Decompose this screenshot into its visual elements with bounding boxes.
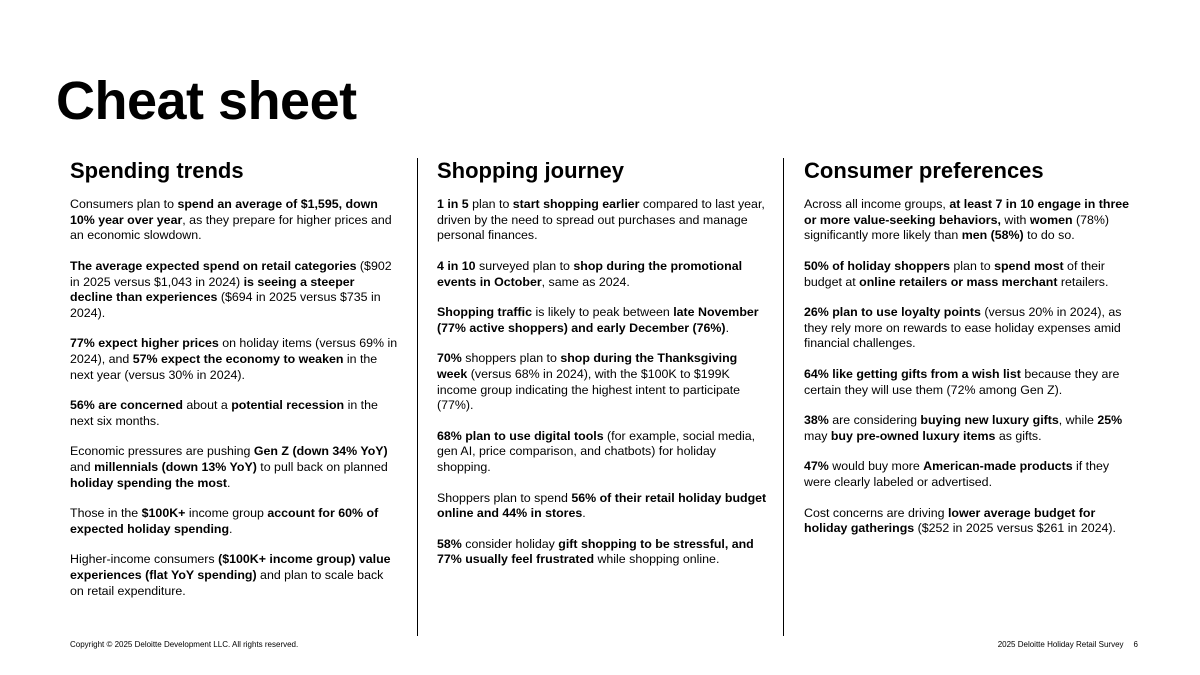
- column-heading: Consumer preferences: [804, 158, 1044, 183]
- emphasis-text: shop during the promotional events in October: [437, 259, 743, 289]
- column-shopping-journey: [437, 158, 767, 583]
- body-text: about a: [182, 398, 232, 413]
- stat-paragraph: [70, 444, 400, 491]
- emphasis-text: at least 7 in 10 engage in three or more value-seeking behaviors,: [804, 197, 1130, 227]
- emphasis-text: The average expected spend on retail categories: [70, 259, 357, 274]
- body-text: , while: [1058, 413, 1098, 428]
- page-number: 6: [1133, 640, 1138, 649]
- emphasis-text: Gen Z (down 34% YoY): [253, 444, 388, 459]
- stat-paragraph: [804, 305, 1134, 352]
- stat-paragraph: [804, 259, 1134, 290]
- survey-name: 2025 Deloitte Holiday Retail Survey: [997, 640, 1124, 649]
- body-text: while shopping online.: [594, 552, 720, 567]
- emphasis-text: 64% like getting gifts from a wish list: [804, 367, 1021, 382]
- stat-paragraph: [70, 259, 400, 321]
- column-body: [804, 197, 1134, 537]
- emphasis-text: ($100K+ income group) value experiences (flat YoY spending): [70, 552, 391, 582]
- emphasis-text: 58%: [437, 536, 462, 551]
- emphasis-text: shop during the Thanksgiving week: [437, 351, 738, 382]
- body-text: to do so.: [1023, 228, 1075, 243]
- emphasis-text: 47%: [804, 459, 829, 474]
- body-text: retailers.: [1057, 274, 1109, 289]
- emphasis-text: women: [1029, 212, 1073, 227]
- body-text: .: [229, 521, 233, 536]
- emphasis-text: millennials (down 13% YoY): [94, 460, 257, 475]
- body-text: Shoppers plan to spend: [437, 490, 572, 505]
- body-text: .: [725, 320, 730, 335]
- body-text: if they were clearly labeled or advertised.: [804, 459, 1110, 490]
- emphasis-text: buying new luxury gifts: [920, 413, 1059, 428]
- stat-paragraph: [437, 491, 767, 522]
- emphasis-text: Shopping traffic: [437, 305, 532, 320]
- body-text: Those in the: [70, 506, 142, 521]
- column-heading: Shopping journey: [437, 158, 624, 183]
- body-text: Consumers plan to: [70, 197, 178, 212]
- body-text: ($252 in 2025 versus $261 in 2024).: [914, 521, 1116, 536]
- body-text: surveyed plan to: [475, 259, 574, 274]
- body-text: because they are certain they will use them (72% among Gen Z).: [804, 367, 1120, 397]
- stat-paragraph: [437, 429, 767, 476]
- body-text: .: [226, 475, 231, 490]
- emphasis-text: 56% are concerned: [70, 398, 183, 413]
- body-text: of their budget at: [804, 259, 1105, 289]
- emphasis-text: spend most: [994, 259, 1064, 274]
- copyright-notice: Copyright © 2025 Deloitte Development LLC. All rights reserved.: [70, 640, 299, 649]
- emphasis-text: online retailers or mass merchant: [859, 274, 1058, 289]
- body-text: and: [70, 460, 95, 475]
- emphasis-text: 26% plan to use loyalty points: [804, 305, 981, 320]
- emphasis-text: spend an average of $1,595, down 10% year over year: [70, 197, 378, 227]
- page-title: Cheat sheet: [56, 71, 357, 131]
- column-consumer-preferences: [804, 158, 1134, 552]
- emphasis-text: men (58%): [961, 228, 1024, 243]
- body-text: income group: [185, 506, 268, 521]
- body-text: plan to: [468, 197, 513, 212]
- emphasis-text: 56% of their retail holiday budget online and 44% in stores: [437, 490, 767, 521]
- emphasis-text: late November (77% active shoppers) and early December (76%): [437, 305, 759, 335]
- body-text: consider holiday: [461, 536, 559, 551]
- emphasis-text: is seeing a steeper decline than experiences: [70, 274, 355, 305]
- body-text: Economic pressures are pushing: [70, 444, 254, 459]
- footer-survey-info: [998, 640, 1138, 649]
- emphasis-text: 38%: [804, 413, 829, 428]
- stat-paragraph: [437, 259, 767, 290]
- body-text: (for example, social media, gen AI, price comparison, and chatbots) for holiday shopping.: [437, 428, 756, 475]
- emphasis-text: American-made products: [923, 459, 1073, 474]
- body-text: ($902 in 2025 versus $1,043 in 2024): [70, 259, 392, 289]
- body-text: in the next year (versus 30% in 2024).: [70, 352, 378, 382]
- body-text: and plan to scale back on retail expenditure.: [70, 567, 384, 598]
- column-spending-trends: [70, 158, 400, 614]
- emphasis-text: start shopping earlier: [512, 197, 640, 212]
- body-text: compared to last year, driven by the need to spread out purchases and manage personal finances.: [437, 197, 765, 243]
- emphasis-text: 25%: [1097, 413, 1123, 428]
- body-text: shoppers plan to: [461, 351, 561, 366]
- body-text: to pull back on planned: [256, 460, 388, 475]
- column-divider: [783, 158, 784, 636]
- emphasis-text: gift shopping to be stressful, and 77% usually feel frustrated: [437, 536, 754, 567]
- emphasis-text: 4 in 10: [437, 259, 476, 274]
- body-text: in the next six months.: [70, 398, 378, 428]
- emphasis-text: $100K+: [141, 506, 186, 521]
- emphasis-text: 68% plan to use digital tools: [437, 428, 604, 443]
- body-text: is likely to peak between: [532, 305, 674, 320]
- stat-paragraph: [804, 197, 1134, 244]
- emphasis-text: potential recession: [231, 398, 345, 413]
- emphasis-text: 1 in 5: [437, 197, 469, 212]
- body-text: ($694 in 2025 versus $735 in 2024).: [70, 290, 381, 320]
- stat-paragraph: [437, 351, 767, 413]
- body-text: (78%) significantly more likely than: [804, 212, 1110, 243]
- body-text: , as they prepare for higher prices and an economic slowdown.: [70, 212, 392, 243]
- body-text: (versus 20% in 2024), as they rely more on rewards to ease holiday expenses amid financial challenges.: [804, 305, 1122, 351]
- body-text: are considering: [828, 413, 921, 428]
- stat-paragraph: [437, 305, 767, 336]
- stat-paragraph: [437, 537, 767, 568]
- body-text: with: [1000, 212, 1030, 227]
- column-body: [437, 197, 767, 568]
- body-text: on holiday items (versus 69% in 2024), and: [70, 336, 398, 367]
- body-text: (versus 68% in 2024), with the $100K to $199K income group indicating the highest intent to participate (77%).: [437, 367, 741, 413]
- column-body: [70, 197, 400, 599]
- emphasis-text: lower average budget for holiday gatherings: [804, 505, 1096, 536]
- stat-paragraph: [804, 459, 1134, 490]
- stat-paragraph: [437, 197, 767, 244]
- emphasis-text: holiday spending the most: [70, 475, 227, 490]
- stat-paragraph: [804, 413, 1134, 444]
- body-text: Cost concerns are driving: [804, 505, 948, 520]
- column-divider: [417, 158, 418, 636]
- body-text: Across all income groups,: [804, 197, 950, 212]
- stat-paragraph: [804, 506, 1134, 537]
- body-text: .: [582, 506, 586, 521]
- emphasis-text: account for 60% of expected holiday spending: [70, 506, 379, 536]
- emphasis-text: buy pre-owned luxury items: [830, 428, 996, 443]
- stat-paragraph: [70, 552, 400, 599]
- stat-paragraph: [804, 367, 1134, 398]
- body-text: would buy more: [828, 459, 924, 474]
- stat-paragraph: [70, 506, 400, 537]
- body-text: as gifts.: [995, 428, 1042, 443]
- column-heading: Spending trends: [70, 158, 244, 183]
- stat-paragraph: [70, 197, 400, 244]
- emphasis-text: 70%: [437, 351, 462, 366]
- body-text: , same as 2024.: [541, 274, 630, 289]
- emphasis-text: 50% of holiday shoppers: [804, 259, 950, 274]
- stat-paragraph: [70, 398, 400, 429]
- body-text: Higher-income consumers: [70, 552, 219, 567]
- emphasis-text: 57% expect the economy to weaken: [132, 352, 344, 367]
- emphasis-text: 77% expect higher prices: [70, 336, 219, 351]
- body-text: plan to: [949, 259, 995, 274]
- stat-paragraph: [70, 336, 400, 383]
- body-text: may: [804, 428, 831, 443]
